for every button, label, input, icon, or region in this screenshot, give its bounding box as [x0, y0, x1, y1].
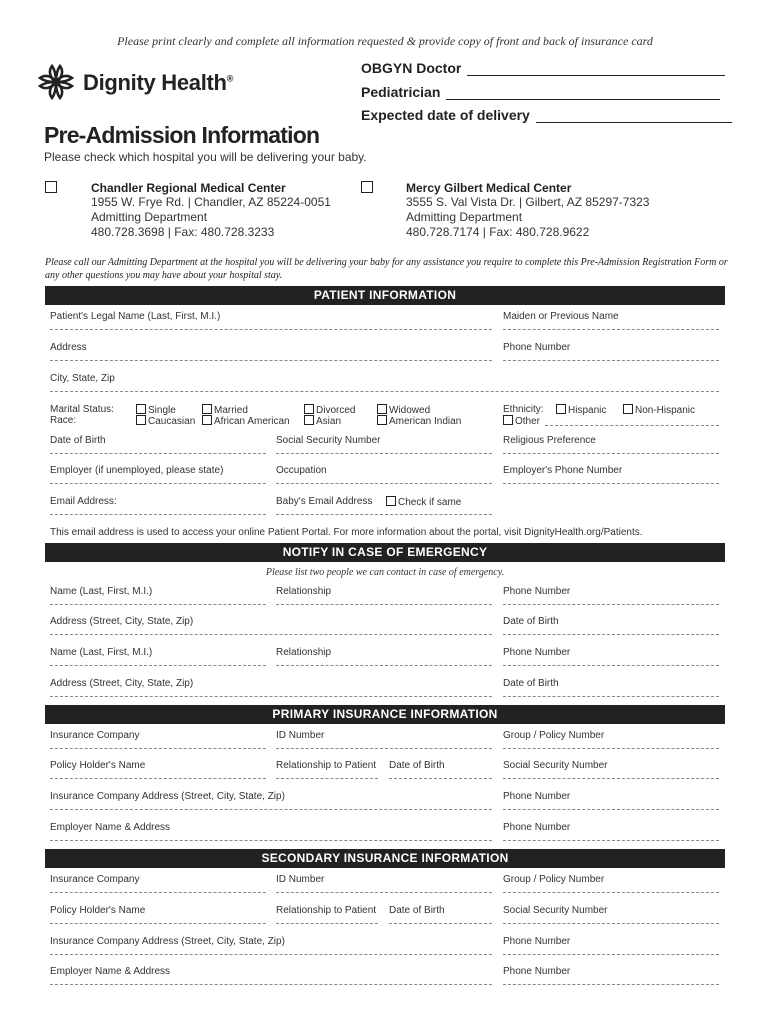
portal-note: This email address is used to access your online Patient Portal. For more information about the portal, visit DignityHealth.org/Patients. — [50, 527, 643, 538]
emergency-address-field-1[interactable] — [50, 634, 492, 635]
primary-dob-field[interactable] — [389, 778, 492, 779]
other-checkbox[interactable] — [503, 415, 513, 425]
address-field[interactable] — [50, 360, 492, 361]
primary-employer-phone-field[interactable] — [503, 840, 719, 841]
ethnicity-non-hispanic-option[interactable]: Non-Hispanic — [623, 404, 695, 416]
primary-employer-field[interactable] — [50, 840, 492, 841]
mercy-gilbert-hospital-checkbox[interactable] — [361, 181, 373, 193]
ssn-field[interactable] — [276, 453, 492, 454]
emergency-phone-field-1[interactable] — [503, 604, 719, 605]
secondary-company-address-field[interactable] — [50, 954, 492, 955]
primary-dob-label: Date of Birth — [389, 760, 445, 771]
primary-ssn-field[interactable] — [503, 778, 719, 779]
legal-name-label: Patient's Legal Name (Last, First, M.I.) — [50, 311, 221, 322]
emergency-name-field-2[interactable] — [50, 665, 266, 666]
secondary-id-label: ID Number — [276, 874, 325, 885]
primary-id-field[interactable] — [276, 748, 492, 749]
primary-holder-field[interactable] — [50, 778, 266, 779]
asian-checkbox[interactable] — [304, 415, 314, 425]
primary-ssn-label: Social Security Number — [503, 760, 608, 771]
primary-phone-field[interactable] — [503, 809, 719, 810]
divorced-checkbox[interactable] — [304, 404, 314, 414]
primary-id-label: ID Number — [276, 730, 325, 741]
check-if-same-option[interactable]: Check if same — [386, 496, 461, 508]
primary-company-label: Insurance Company — [50, 730, 140, 741]
secondary-ssn-label: Social Security Number — [503, 905, 608, 916]
obgyn-doctor-field[interactable]: OBGYN Doctor — [361, 60, 725, 76]
secondary-group-field[interactable] — [503, 892, 719, 893]
african-american-checkbox[interactable] — [202, 415, 212, 425]
hospital-instruction: Please check which hospital you will be delivering your baby. — [44, 150, 367, 164]
logo-wordmark: Dignity Health® — [83, 70, 234, 95]
primary-company-address-label: Insurance Company Address (Street, City, State, Zip) — [50, 791, 285, 802]
secondary-group-label: Group / Policy Number — [503, 874, 605, 885]
race-american-indian-option[interactable]: American Indian — [377, 415, 461, 427]
admitting-contact-note: Please call our Admitting Department at the hospital you will be delivering your baby for any assistance you require to complete this Pre-Admission Registration Form or any other questions you may have about your hospital stay. — [45, 257, 728, 281]
emergency-phone-field-2[interactable] — [503, 665, 719, 666]
ethnicity-other-option[interactable]: Other — [503, 415, 540, 427]
primary-employer-phone-label: Phone Number — [503, 822, 571, 833]
employer-phone-field[interactable] — [503, 483, 719, 484]
marital-married-option[interactable]: Married — [202, 404, 248, 416]
secondary-relationship-label: Relationship to Patient — [276, 905, 377, 916]
secondary-company-field[interactable] — [50, 892, 266, 893]
emergency-name-field-1[interactable] — [50, 604, 266, 605]
emergency-name-label-1: Name (Last, First, M.I.) — [50, 586, 153, 597]
secondary-employer-phone-label: Phone Number — [503, 966, 571, 977]
race-asian-option[interactable]: Asian — [304, 415, 341, 427]
secondary-insurance-header: SECONDARY INSURANCE INFORMATION — [45, 849, 725, 868]
hispanic-checkbox[interactable] — [556, 404, 566, 414]
marital-single-option[interactable]: Single — [136, 404, 176, 416]
email-label: Email Address: — [50, 496, 117, 507]
employer-phone-label: Employer's Phone Number — [503, 465, 623, 476]
secondary-employer-field[interactable] — [50, 984, 492, 985]
emergency-address-label-1: Address (Street, City, State, Zip) — [50, 616, 194, 627]
mercy-gilbert-hospital-info: Mercy Gilbert Medical Center 3555 S. Val Vista Dr. | Gilbert, AZ 85297-7323 Admitting Department 480.728.7174 | Fax: 480.728.9622 — [406, 181, 650, 239]
dob-field[interactable] — [50, 453, 266, 454]
religion-field[interactable] — [503, 453, 719, 454]
secondary-ssn-field[interactable] — [503, 923, 719, 924]
secondary-phone-field[interactable] — [503, 954, 719, 955]
emergency-dob-field-2[interactable] — [503, 696, 719, 697]
race-caucasian-option[interactable]: Caucasian — [136, 415, 195, 427]
check-if-same-checkbox[interactable] — [386, 496, 396, 506]
secondary-dob-field[interactable] — [389, 923, 492, 924]
chandler-hospital-info: Chandler Regional Medical Center 1955 W. Frye Rd. | Chandler, AZ 85224-0051 Admitting Department 480.728.3698 | Fax: 480.728.3233 — [91, 181, 331, 239]
instructions-note: Please print clearly and complete all information requested & provide copy of front and back of insurance card — [117, 34, 653, 48]
secondary-id-field[interactable] — [276, 892, 492, 893]
ssn-label: Social Security Number — [276, 435, 381, 446]
emergency-phone-label-1: Phone Number — [503, 586, 571, 597]
non-hispanic-checkbox[interactable] — [623, 404, 633, 414]
primary-company-address-field[interactable] — [50, 809, 492, 810]
phone-label: Phone Number — [503, 342, 571, 353]
emergency-relationship-label-2: Relationship — [276, 647, 332, 658]
pediatrician-field[interactable]: Pediatrician — [361, 84, 720, 100]
race-african-american-option[interactable]: African American — [202, 415, 290, 427]
secondary-employer-label: Employer Name & Address — [50, 966, 171, 977]
ethnicity-label: Ethnicity: — [503, 404, 544, 415]
maiden-name-label: Maiden or Previous Name — [503, 311, 619, 322]
chandler-hospital-checkbox[interactable] — [45, 181, 57, 193]
primary-holder-label: Policy Holder's Name — [50, 760, 146, 771]
caucasian-checkbox[interactable] — [136, 415, 146, 425]
emergency-header: NOTIFY IN CASE OF EMERGENCY — [45, 543, 725, 562]
marital-divorced-option[interactable]: Divorced — [304, 404, 355, 416]
occupation-field[interactable] — [276, 483, 492, 484]
employer-field[interactable] — [50, 483, 266, 484]
city-state-zip-label: City, State, Zip — [50, 373, 115, 384]
occupation-label: Occupation — [276, 465, 327, 476]
secondary-dob-label: Date of Birth — [389, 905, 445, 916]
emergency-name-label-2: Name (Last, First, M.I.) — [50, 647, 153, 658]
primary-employer-label: Employer Name & Address — [50, 822, 171, 833]
expected-delivery-field[interactable]: Expected date of delivery — [361, 107, 732, 123]
primary-company-field[interactable] — [50, 748, 266, 749]
primary-group-field[interactable] — [503, 748, 719, 749]
american-indian-checkbox[interactable] — [377, 415, 387, 425]
secondary-company-address-label: Insurance Company Address (Street, City, State, Zip) — [50, 936, 285, 947]
secondary-company-label: Insurance Company — [50, 874, 140, 885]
city-state-zip-field[interactable] — [50, 391, 719, 392]
race-label: Race: — [50, 415, 77, 426]
widowed-checkbox[interactable] — [377, 404, 387, 414]
emergency-relationship-field-1[interactable] — [276, 604, 492, 605]
ethnicity-other-field[interactable] — [545, 425, 719, 426]
dignity-health-logo-icon — [36, 62, 76, 102]
secondary-holder-label: Policy Holder's Name — [50, 905, 146, 916]
emergency-note: Please list two people we can contact in case of emergency. — [265, 567, 505, 578]
secondary-employer-phone-field[interactable] — [503, 984, 719, 985]
primary-relationship-field[interactable] — [276, 778, 378, 779]
secondary-holder-field[interactable] — [50, 923, 266, 924]
baby-email-field[interactable] — [276, 514, 492, 515]
page-title: Pre-Admission Information — [44, 122, 320, 148]
marital-widowed-option[interactable]: Widowed — [377, 404, 430, 416]
primary-relationship-label: Relationship to Patient — [276, 760, 377, 771]
phone-field[interactable] — [503, 360, 719, 361]
secondary-phone-label: Phone Number — [503, 936, 571, 947]
religion-label: Religious Preference — [503, 435, 596, 446]
emergency-dob-label-1: Date of Birth — [503, 616, 559, 627]
primary-group-label: Group / Policy Number — [503, 730, 605, 741]
marital-status-label: Marital Status: — [50, 404, 114, 415]
single-checkbox[interactable] — [136, 404, 146, 414]
address-label: Address — [50, 342, 87, 353]
ethnicity-hispanic-option[interactable]: Hispanic — [556, 404, 606, 416]
maiden-name-field[interactable] — [503, 329, 719, 330]
emergency-phone-label-2: Phone Number — [503, 647, 571, 658]
primary-insurance-header: PRIMARY INSURANCE INFORMATION — [45, 705, 725, 724]
primary-phone-label: Phone Number — [503, 791, 571, 802]
dob-label: Date of Birth — [50, 435, 106, 446]
emergency-relationship-field-2[interactable] — [276, 665, 492, 666]
emergency-dob-field-1[interactable] — [503, 634, 719, 635]
emergency-dob-label-2: Date of Birth — [503, 678, 559, 689]
patient-information-header: PATIENT INFORMATION — [45, 286, 725, 305]
baby-email-label: Baby's Email Address — [276, 496, 373, 507]
married-checkbox[interactable] — [202, 404, 212, 414]
email-field[interactable] — [50, 514, 266, 515]
secondary-relationship-field[interactable] — [276, 923, 378, 924]
legal-name-field[interactable] — [50, 329, 492, 330]
emergency-relationship-label-1: Relationship — [276, 586, 332, 597]
emergency-address-field-2[interactable] — [50, 696, 492, 697]
emergency-address-label-2: Address (Street, City, State, Zip) — [50, 678, 194, 689]
employer-label: Employer (if unemployed, please state) — [50, 465, 224, 476]
